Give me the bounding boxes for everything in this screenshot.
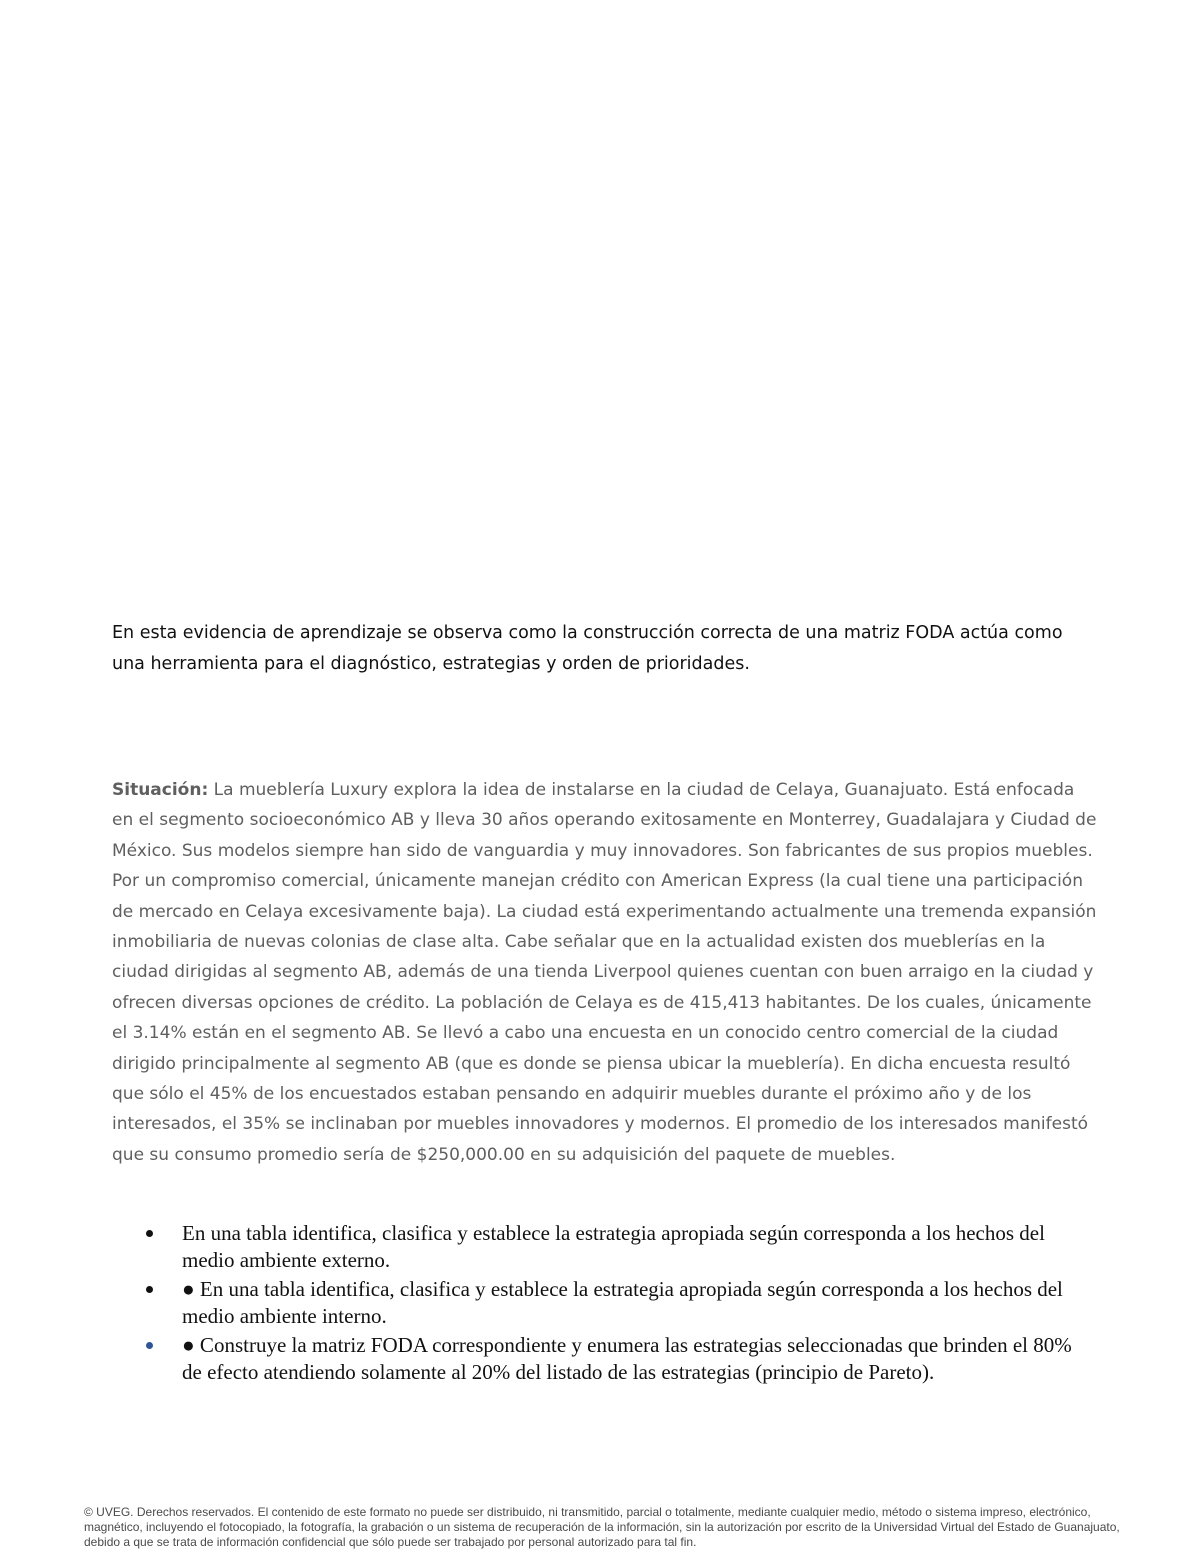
situation-text: La mueblería Luxury explora la idea de instalarse en la ciudad de Celaya, Guanajuato. Está enfocada en el segmento socioeconómico AB y lleva 30 años operando exitosamente en Monterrey, Guadalajara y Ciudad de México. Sus modelos siempre han sido de vanguardia y muy innovadores. Son fabricantes de sus propios muebles. Por un compromiso comercial, únicamente manejan crédito con American Express (la cual tiene una participación de mercado en Celaya excesivamente baja). La ciudad está experimentando actualmente una tremenda expansión inmobiliaria de nuevas colonias de clase alta. Cabe señalar que en la actualidad existen dos mueblerías en la ciudad dirigidas al segmento AB, además de una tienda Liverpool quienes cuentan con buen arraigo en la ciudad y ofrecen diversas opciones de crédito. La población de Celaya es de 415,413 habitantes. De los cuales, únicamente el 3.14% están en el segmento AB. Se llevó a cabo una encuesta en un conocido centro comercial de la ciudad dirigido principalmente al segmento AB (que es donde se piensa ubicar la mueblería). En dicha encuesta resultó que sólo el 45% de los encuestados estaban pensando en adquirir muebles durante el próximo año y de los interesados, el 35% se inclinaban por muebles innovadores y modernos. El promedio de los interesados manifestó que su consumo promedio sería de $250,000.00 en su adquisición del paquete de muebles. bbox=[112, 780, 1097, 1165]
situation-paragraph bbox=[112, 775, 1097, 1170]
task-text: ● Construye la matriz FODA correspondiente y enumera las estrategias seleccionadas que brinden el 80% de efecto atendiendo solamente al 20% del listado de las estrategias (principio de Pareto). bbox=[182, 1333, 1072, 1384]
task-list bbox=[140, 1220, 1080, 1388]
situation-label: Situación: bbox=[112, 780, 209, 800]
task-item-foda bbox=[140, 1332, 1080, 1386]
bullet-icon bbox=[146, 1230, 153, 1237]
task-text: ● En una tabla identifica, clasifica y establece la estrategia apropiada según corresponda a los hechos del medio ambiente interno. bbox=[182, 1277, 1063, 1328]
intro-paragraph: En esta evidencia de aprendizaje se observa como la construcción correcta de una matriz FODA actúa como una herramienta para el diagnóstico, estrategias y orden de prioridades. bbox=[112, 623, 1063, 674]
task-text: En una tabla identifica, clasifica y establece la estrategia apropiada según corresponda a los hechos del medio ambiente externo. bbox=[182, 1221, 1045, 1272]
task-item-external bbox=[140, 1220, 1080, 1274]
copyright-footer: © UVEG. Derechos reservados. El contenido de este formato no puede ser distribuido, ni transmitido, parcial o totalmente, mediante cualquier medio, método o sistema impreso, electrónico, magnético, incluyendo el fotocopiado, la fotografía, la grabación o un sistema de recuperación de la información, sin la autorización por escrito de la Universidad Virtual del Estado de Guanajuato, debido a que se trata de información confidencial que sólo puede ser trabajado por personal autorizado para tal fin. bbox=[84, 1505, 1120, 1549]
bullet-icon bbox=[146, 1286, 153, 1293]
bullet-icon bbox=[146, 1342, 153, 1349]
task-item-internal bbox=[140, 1276, 1080, 1330]
